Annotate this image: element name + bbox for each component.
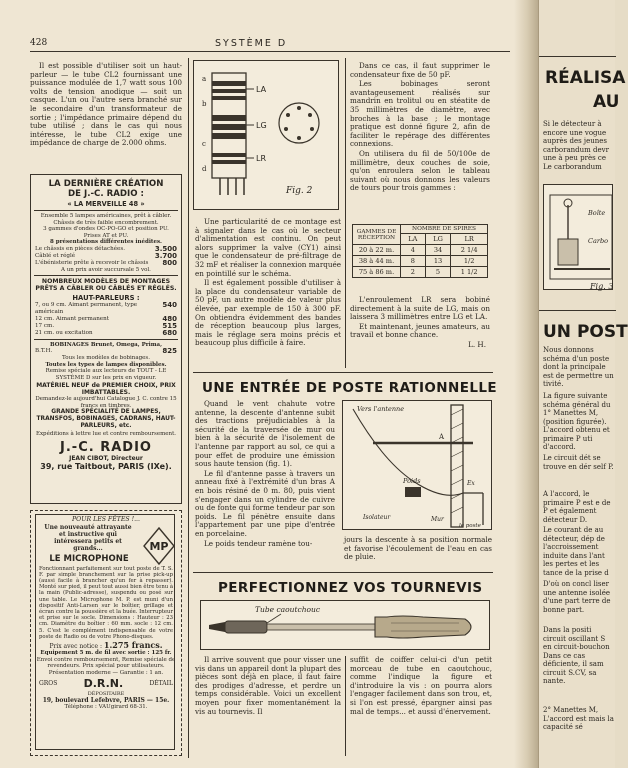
facing-paragraph: D'où on concl liser une antenne isolée d'une part terre de bonne part. xyxy=(543,580,611,614)
table-header-lr: LR xyxy=(451,234,488,245)
fig2-label-c: c xyxy=(202,140,206,148)
ad-line: Prises AT et PU. xyxy=(83,232,129,239)
right-paragraph: Les bobinages seront avantageusement réalisés sur mandrin en trolitul ou en stéatite de 35 millimètres de diamètre, avec broches à la base ; le montage pratique est donné figure 2, afin de faciliter le repérage des différentes connexions. xyxy=(350,79,490,149)
ad-bth-row: B.T.H. 825 xyxy=(35,347,177,356)
article3-right-column xyxy=(350,656,492,717)
facing-paragraph: Le circuit dét se trouve en dér self P. xyxy=(543,454,614,471)
fig2-label-b: b xyxy=(202,100,207,108)
right-top-column xyxy=(350,62,490,194)
ad-product: « LA MERVEILLE 48 » xyxy=(67,200,145,208)
facing-title-3: UN POST xyxy=(543,322,628,342)
ad-price-row: Câblé et réglé 3.700 xyxy=(35,251,177,260)
column-divider xyxy=(188,58,189,758)
column-divider xyxy=(345,58,346,368)
facing-paragraph: 2° Manettes M, L'accord est mais la capacité sé xyxy=(543,706,614,731)
mid-paragraph: Une particularité de ce montage est à signaler dans le cas où le secteur d'alimentation est continu. On peut alors supprimer la valve (CY1) ainsi que le condensateur de pré-filtrage de 32 mF et réaliser la connexion marquée en pointillé sur le schéma. xyxy=(195,217,341,278)
mid-paragraph: Il est également possible d'utiliser à la place du condensateur variable de 50 pF, un autre modèle de valeur plus élevée, par exemple de 150 à 300 pF. On obtiendra évidemment des bandes de réception beaucoup plus larges, mais le réglage sera moins précis et beaucoup plus difficile à faire. xyxy=(195,278,341,348)
ad-brand: J.-C. RADIO xyxy=(60,439,152,455)
ad-line: Ensemble 5 lampes américaines, prêt à câbler. xyxy=(40,213,172,219)
micro-conditions: Envoi contre remboursement, Remise spéciale de revendeurs. Prix spécial pour utilisateurs. xyxy=(36,656,176,670)
micro-address: 19, boulevard Lefebvre, PARIS — 15e. xyxy=(42,696,170,704)
fig3-caption: Fig. 3 xyxy=(590,282,614,291)
ad-director: JEAN CIBOT, Directeur xyxy=(69,454,143,462)
right-after-table xyxy=(350,296,490,350)
ad-models-title: NOMBREUX MODÈLES DE MONTAGES PRÊTS A CÂBLER OU CÂBLÉS ET RÉGLÉS. xyxy=(35,278,177,293)
fig3-word-carbo: Carbo xyxy=(588,237,609,245)
fig-label-ex: Ex xyxy=(467,480,475,487)
ad-line: Châssis de très faible encombrement. xyxy=(53,219,159,226)
ad-hp-title: HAUT-PARLEURS : xyxy=(72,293,140,302)
fig2-label-la: LA xyxy=(256,85,267,94)
article3-paragraph: suffit de coiffer celui-ci d'un petit morceau de tube en caoutchouc, comme l'indique la figure et d'introduire la vis : on pourra alors l'engager facilement dans son trou, et, si l'on est pressé, épargner ainsi pas mal de temps... et aussi d'énervement. xyxy=(350,655,492,716)
facing-paragraph: Nous donnons schéma d'un poste dont la principale est de permettre un tivité. xyxy=(543,346,614,388)
facing-paragraph: Dans la positi circuit oscillant S en circuit-bouchon Dans ce cas déficiente, il sam circuit S.CV, sa nante. xyxy=(543,626,610,685)
ad-line: A un prix avoir succursale 5 vol. xyxy=(61,266,151,273)
micro-guarantee: Présentation moderne — Garantie : 1 an. xyxy=(48,669,164,676)
intro-column xyxy=(30,62,182,149)
fig-label-a: A xyxy=(439,433,445,441)
screwdriver-figure xyxy=(200,600,490,650)
ad-line: BOBINAGES Brunet, Omega, Prima, xyxy=(49,341,163,348)
ad-materiel: MATÉRIEL NEUF de PREMIER CHOIX, PRIX IMBATTABLES. xyxy=(36,382,176,397)
section-rule xyxy=(193,372,493,373)
ad-line: 8 présentations différentes inédites. xyxy=(50,239,162,245)
detector-diagram-icon xyxy=(544,185,614,291)
fig2-label-lg: LG xyxy=(256,121,267,130)
magazine-title: SYSTÈME D xyxy=(215,38,288,49)
fig2-caption: Fig. 2 xyxy=(286,186,313,196)
fig-label-tube: Tube caoutchouc xyxy=(255,605,321,614)
spires-table xyxy=(352,224,488,278)
article2-left-column xyxy=(195,400,335,549)
article2-right-column xyxy=(344,536,492,563)
ad-line: Demandez-le aujourd'hui Catalogue J. C. contre 15 francs en timbres. xyxy=(35,396,177,409)
fig-label-mur: Mur xyxy=(431,516,444,523)
ad-price-row: L'ébénisterie prête à recevoir le châssis 800 xyxy=(35,258,177,267)
fig2-label-lr: LR xyxy=(256,154,267,163)
ad-line: Tous les modèles de bobinages. xyxy=(62,355,150,362)
ad-title-line2: DE J.-C. RADIO : xyxy=(68,189,144,199)
article3-paragraph: Il arrive souvent que pour visser une vis dans un appareil dont la plupart des pièces sont déjà en place, il faut faire des prodiges d'adresse, et perdre un temps considérable. Voici un excellent moyen pour fixer momentanément la vis au tournevis. Il xyxy=(195,655,341,716)
ad-line: Toutes les types de lampes disponibles. xyxy=(45,361,167,368)
ad-line: 3 gammes d'ondes OC-PO-GO et position PU. xyxy=(43,226,169,232)
table-header-gammes: GAMMES DE RÉCEPTION xyxy=(353,225,401,245)
middle-top-column xyxy=(195,218,341,349)
micro-brand: LE MICROPHONE xyxy=(49,553,129,564)
coil-diagram-icon xyxy=(194,61,340,211)
facing-title-2: AU xyxy=(593,92,620,112)
article3-left-column xyxy=(195,656,341,717)
ad-hp-row: 21 cm. ou excitation 680 xyxy=(35,328,177,337)
fig-label-poste: le poste xyxy=(459,523,481,529)
antenna-figure xyxy=(342,400,492,530)
micro-body: Fonctionnant parfaitement sur tout poste de T. S. F. par simple branchement sur la prise pick-up (aussi facile à brancher qu'un fer à repasser). Monté sur pied, il peut tout aussi bien être tenu à la main (Public-adresse), suspendu ou posé sur une table. Le Microphone M. P. est muni d'un dispositif Anti-Larsen sur le boîtier, grillage et écran contre la poussière et la buée. Interrupteur et prise sur le socle. Dimensions : Hauteur : 23 cm. Diamètre du boîtier : 60 mm. socle : 12 cm. 5. C'est le complément indispensable de votre poste de Radio ou de votre Phono-disques. xyxy=(39,565,173,640)
micro-equipment: Equipement 5 m. de fil avec sortie : 125 fr. xyxy=(40,650,172,657)
table-row: 75 à 86 m. 2 5 1 1/2 xyxy=(353,267,488,278)
signature: L. H. xyxy=(468,339,486,349)
ad-price-row: Le châssis en pièces détachées. 3.500 xyxy=(35,244,177,253)
fig-label-isolateur: Isolateur xyxy=(363,514,391,521)
ad-line: Remise spéciale aux lecteurs de TOUT - LE SYSTÈME D sur les prix en vigueur. xyxy=(45,368,167,381)
header-rule xyxy=(30,51,510,52)
micro-depositaire: DÉPOSITAIRE xyxy=(87,691,125,698)
micro-kicker: POUR LES FÊTES !... xyxy=(72,516,140,523)
article2-title: UNE ENTRÉE DE POSTE RATIONNELLE xyxy=(202,380,497,396)
micro-phone: Téléphone : VAUgirard 68-31. xyxy=(64,704,148,711)
ad-hp-row: 12 cm. Aimant permanent 480 xyxy=(35,314,177,323)
table-row: 38 à 44 m. 8 13 1/2 xyxy=(353,256,488,267)
page-number: 428 xyxy=(30,38,48,48)
ad-address: 39, rue Taitbout, PARIS (IXe). xyxy=(40,461,172,471)
table-row: 20 à 22 m. 4 34 2 1/4 xyxy=(353,245,488,256)
ad-line: Expéditions à lettre lue et contre remboursement. xyxy=(35,431,177,438)
micro-price-line: Prix avec notice : 1.275 francs. xyxy=(49,639,163,650)
jc-radio-ad xyxy=(30,174,182,504)
right-paragraph: L'enroulement LR sera bobiné directement à la suite de LG, mais on laissera 3 millimètres entre LG et LA. xyxy=(350,295,490,322)
facing-page xyxy=(538,0,628,768)
article2-paragraph: Le fil d'antenne passe à travers un anneau fixé à l'extrémité d'un bras A en bois résiné de 0 m. 80, puis vient s'engager dans un cylindre de cuivre ou de fonte qui forme tendeur par son poids. Le fil pénètre ensuite dans l'appartement par une pipe d'entrée en porcelaine. xyxy=(195,468,335,538)
facing-figure-3 xyxy=(543,184,613,290)
facing-paragraph: A l'accord, le primaire P est e de P et également détecteur D. xyxy=(543,490,611,524)
microphone-logo-icon xyxy=(143,527,175,565)
table-header-spires: NOMBRE DE SPIRES xyxy=(401,225,488,234)
fig2-label-d: d xyxy=(202,165,207,173)
microphone-ad xyxy=(30,510,182,756)
right-paragraph: On utilisera du fil de 50/100e de millimètre, deux couches de soie, qu'on enroulera selon le tableau suivant où nous donnons les valeurs de tours pour trois gammes : xyxy=(350,148,490,193)
column-divider xyxy=(345,656,346,756)
fig3-word-boite: Boîte xyxy=(588,209,606,217)
facing-paragraph: Si le détecteur à encore une vogue auprès des jeunes carborandum devr une à peu près ce Le carborandum xyxy=(543,120,609,171)
ad-title-line1: LA DERNIÈRE CRÉATION xyxy=(48,179,164,189)
micro-tag-row: GROS D.R.N. DÉTAIL xyxy=(39,677,173,691)
section-rule xyxy=(193,572,493,573)
fig-label-poids: Poids xyxy=(403,477,421,485)
screwdriver-icon xyxy=(201,601,491,651)
ad-grande: GRANDE SPÉCIALITÉ DE LAMPES, TRANSFOS, BOBINAGES, CADRANS, HAUT-PARLEURS, etc. xyxy=(36,409,176,430)
ad-hp-row: 7, ou 9 cm. Aimant permanent, type américain 540 xyxy=(35,300,177,315)
micro-intro: Une nouveauté attrayante et instructive qui intéressera petits et grands... xyxy=(44,523,132,552)
antenna-diagram-icon xyxy=(343,401,493,531)
fig-label-antenne: Vers l'antenne xyxy=(357,405,405,413)
right-paragraph: Et maintenant, jeunes amateurs, au travail et bonne chance. xyxy=(350,321,490,340)
article3-title: PERFECTIONNEZ VOS TOURNEVIS xyxy=(218,580,483,596)
table-header-lg: LG xyxy=(425,234,451,245)
intro-paragraph: Il est possible d'utiliser soit un haut-parleur — le tube CL2 fournissant une puissance modulée de 1,7 watt sous 100 volts de tension anodique — soit un casque. L'un ou l'autre sera branché sur le secondaire d'un transformateur de sortie ; l'impédance primaire dépend du tube utilisé ; dans le cas qui nous intéresse, le tube CL2 exige une impédance de charge de 2.000 ohms. xyxy=(30,61,182,148)
ad-hp-row: 17 cm. 515 xyxy=(35,321,177,330)
facing-paragraph: La figure suivante schéma général du 1° Manettes M, (position figurée). L'accord obtenu et primaire P uti d'accord. xyxy=(543,392,611,451)
page-gutter xyxy=(514,0,538,768)
table-header-la: LA xyxy=(401,234,426,245)
article2-paragraph: jours la descente à sa position normale et favorise l'écoulement de l'eau en cas de pluie. xyxy=(344,535,492,562)
article2-paragraph: Quand le vent chahute votre antenne, la descente d'antenne subit des tractions préjudiciables à la sécurité de la traversée de mur ou bien à la sécurité de l'isolement de l'antenne par rapport au sol, ce qui a pour effet de produire une émission sous haute tension (fig. 1). xyxy=(195,399,335,469)
right-paragraph: Dans ce cas, il faut supprimer le condensateur fixe de 50 pF. xyxy=(350,61,490,79)
micro-logo-text: MP xyxy=(149,540,169,553)
fig2-label-a: a xyxy=(202,75,207,83)
facing-title-1: RÉALISA xyxy=(545,68,626,88)
figure-2 xyxy=(193,60,339,210)
facing-paragraph: Le courant de au détecteur, dép de l'accroissement induite dans l'ant les pertes et les tance de la prise d xyxy=(543,526,609,577)
article2-paragraph: Le poids tendeur ramène tou- xyxy=(204,538,313,548)
